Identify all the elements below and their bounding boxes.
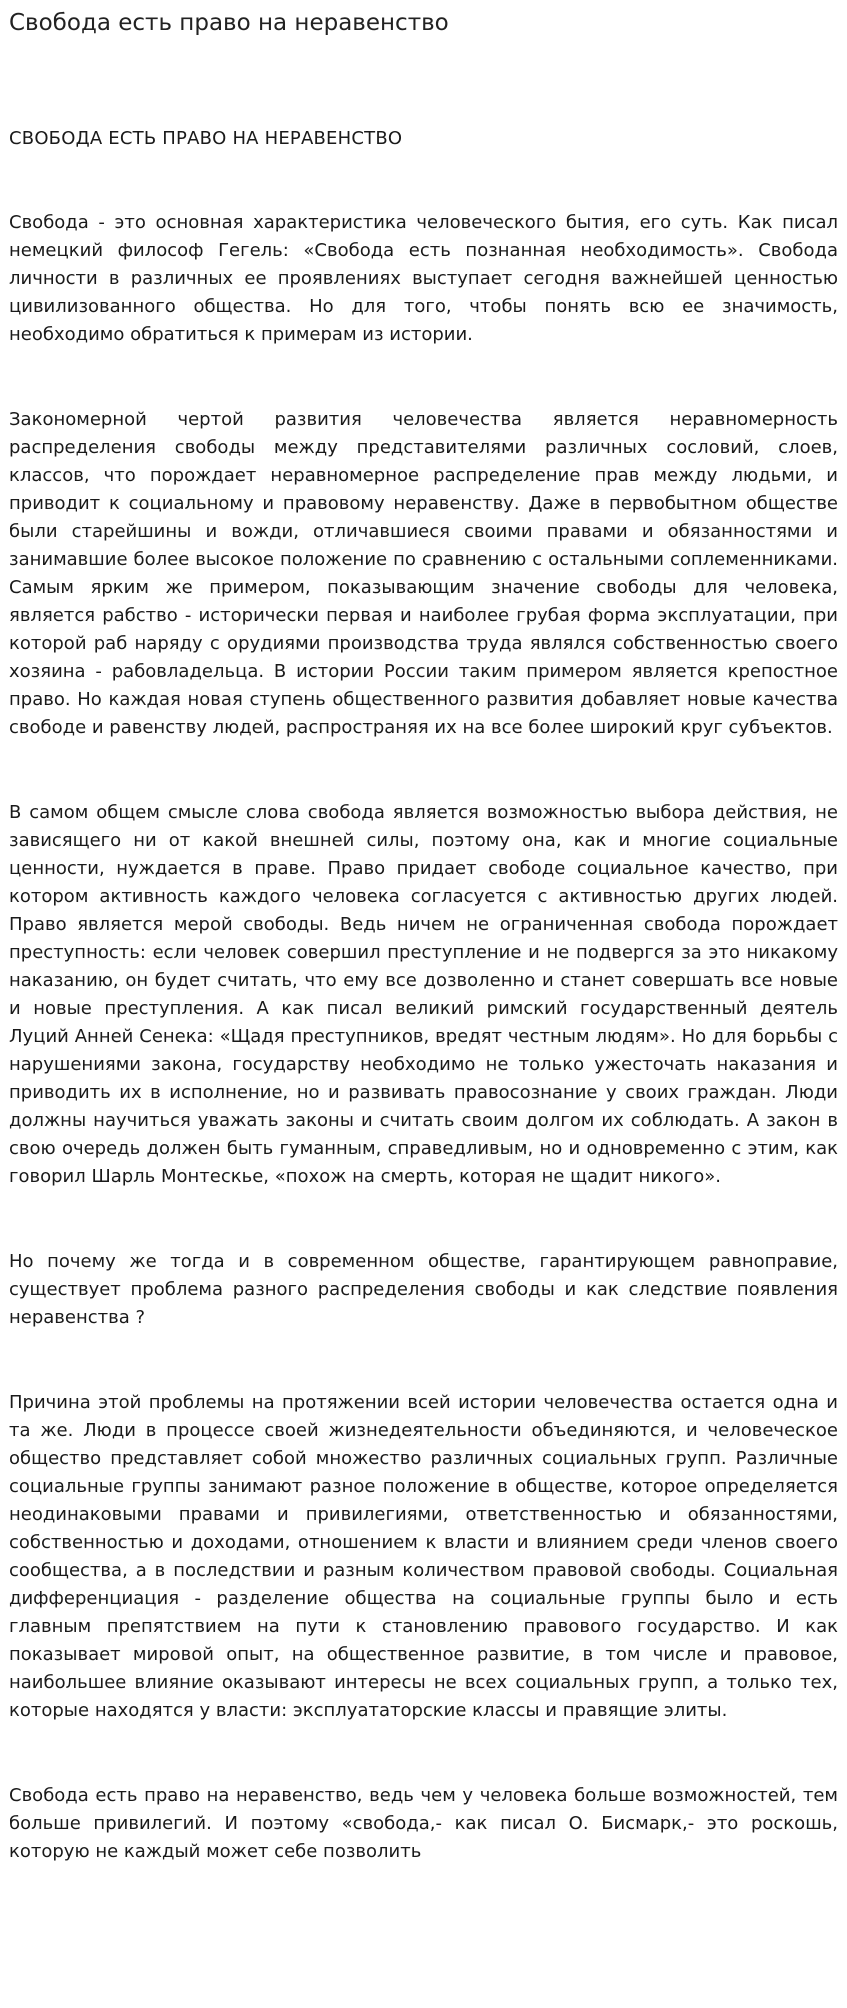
paragraph-1: Свобода - это основная характеристика человеческого бытия, его суть. Как писал немецкий философ Гегель: «Свобода есть познанная необходимость». Свобода личности в различных ее проявлениях выступает сегодня важнейшей ценностью цивилизованного общества. Но для того, чтобы понять всю ее значимость, необходимо обратиться к примерам из истории. [9,212,838,345]
paragraph-6: Свобода есть право на неравенство, ведь чем у человека больше возможностей, тем больше привилегий. И поэтому «свобода,- как писал О. Бисмарк,- это роскошь, которую не каждый может себе позволить [9,1785,838,1862]
essay-body [9,209,838,1866]
paragraph-2: Закономерной чертой развития человечества является неравномерность распределения свободы между представителями различных сословий, слоев, классов, что порождает неравномерное распределение прав между людьми, и приводит к социальному и правовому неравенству. Даже в первобытном обществе были старейшины и вожди, отличавшиеся своими правами и обязанностями и занимавшие более высокое положение по сравнению с остальными соплеменниками. Самым ярким же примером, показывающим значение свободы для человека, является рабство - исторически первая и наиболее грубая форма эксплуатации, при которой раб наряду с орудиями производства труда являлся собственностью своего хозяина - рабовладельца. В истории России таким примером является крепостное право. Но каждая новая ступень общественного развития добавляет новые качества свободе и равенству людей, распространяя их на все более широкий круг субъектов. [9,409,838,738]
paragraph-5: Причина этой проблемы на протяжении всей истории человечества остается одна и та же. Люди в процессе своей жизнедеятельности объединяются, и человеческое общество представляет собой множество различных социальных групп. Различные социальные группы занимают разное положение в обществе, которое определяется неодинаковыми правами и привилегиями, ответственностью и обязанностями, собственностью и доходами, отношением к власти и влиянием среди членов своего сообщества, а в последствии и разным количеством правовой свободы. Социальная дифференциация - разделение общества на социальные группы было и есть главным препятствием на пути к становлению правового государство. И как показывает мировой опыт, на общественное развитие, в том числе и правовое, наибольшее влияние оказывают интересы не всех социальных групп, а только тех, которые находятся у власти: эксплуататорские классы и правящие элиты. [9,1392,838,1721]
paragraph-4: Но почему же тогда и в современном обществе, гарантирующем равноправие, существует проблема разного распределения свободы и как следствие появления неравенства ? [9,1251,838,1328]
page-title: Свобода есть право на неравенство [9,10,449,36]
paragraph-3: В самом общем смысле слова свобода является возможностью выбора действия, не зависящего ни от какой внешней силы, поэтому она, как и многие социальные ценности, нуждается в праве. Право придает свободе социальное качество, при котором активность каждого человека согласуется с активностью других людей. Право является мерой свободы. Ведь ничем не ограниченная свобода порождает преступность: если человек совершил преступление и не подвергся за это никакому наказанию, он будет считать, что ему все дозволенно и станет совершать все новые и новые преступления. А как писал великий римский государственный деятель Луций Анней Сенека: «Щадя преступников, вредят честным людям». Но для борьбы с нарушениями закона, государству необходимо не только ужесточать наказания и приводить их в исполнение, но и развивать правосознание у своих граждан. Люди должны научиться уважать законы и считать своим долгом их соблюдать. А закон в свою очередь должен быть гуманным, справедливым, но и одновременно с этим, как говорил Шарль Монтескье, «похож на смерть, которая не щадит никого». [9,802,838,1187]
essay-heading: СВОБОДА ЕСТЬ ПРАВО НА НЕРАВЕНСТВО [9,128,403,149]
